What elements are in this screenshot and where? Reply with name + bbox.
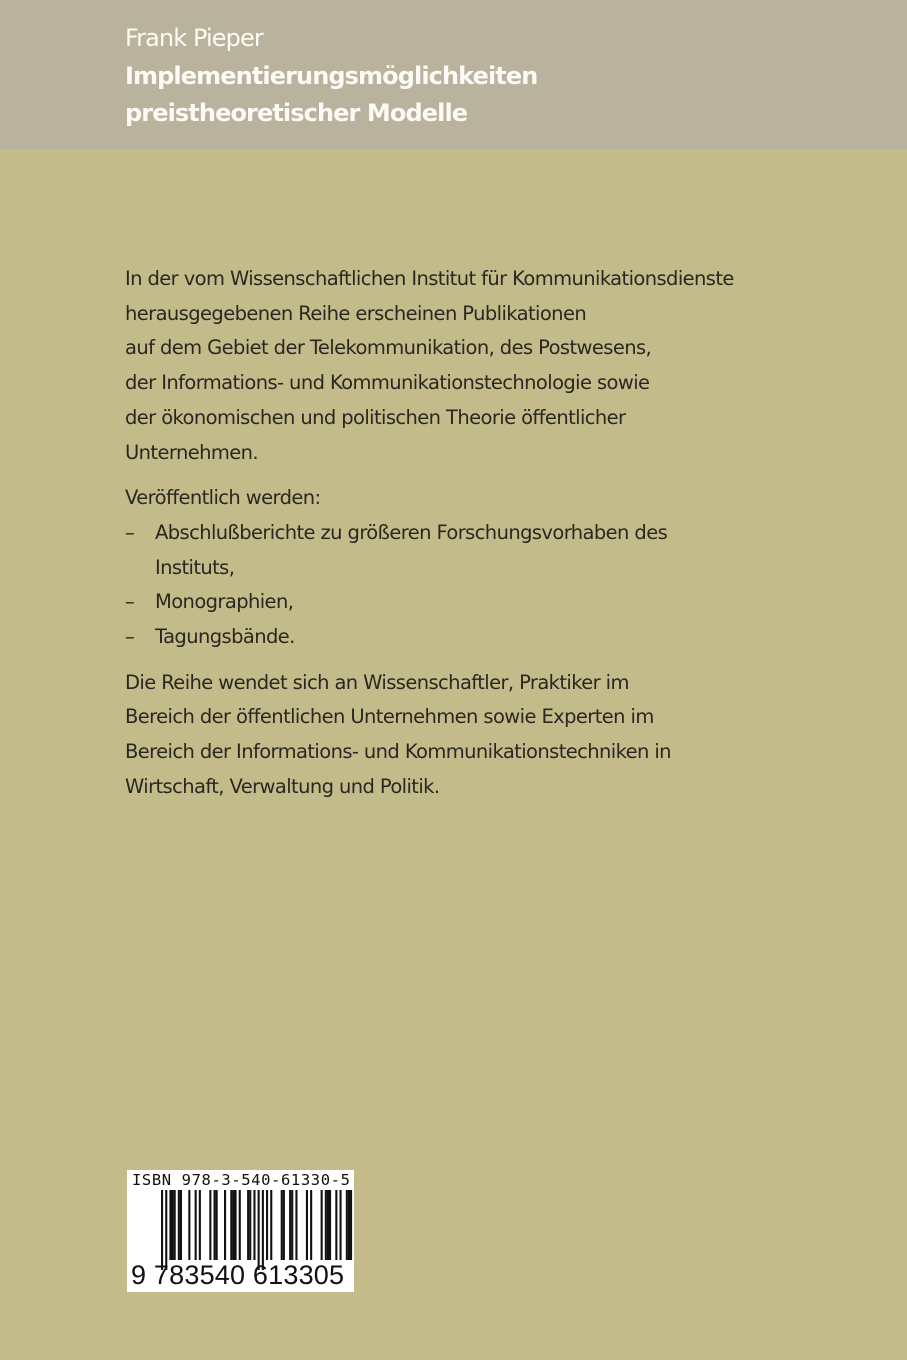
book-title-line-2: preistheoretischer Modelle [125,99,468,127]
text-line: Die Reihe wendet sich an Wissenschaftler, Praktiker im [125,670,629,694]
text-line: Instituts, [155,555,235,579]
text-line: der ökonomischen und politischen Theorie öffentlicher [125,405,626,429]
list-item [125,620,734,655]
barcode-bar [216,1190,218,1260]
barcode-bar [188,1190,190,1260]
text-line: Bereich der öffentlichen Unternehmen sowie Experten im [125,705,654,729]
barcode-bar [310,1190,312,1260]
barcode-bar [270,1190,272,1260]
barcode-bar [172,1190,174,1260]
barcode-bar [281,1190,283,1260]
publication-list [125,481,734,655]
text-line: Wirtschaft, Verwaltung und Politik. [125,774,440,798]
barcode-bar [283,1190,285,1260]
barcode-bar [178,1190,180,1260]
barcode-bar [262,1190,264,1270]
barcode-bar [169,1190,171,1260]
barcode-bar [214,1190,216,1260]
ean-digits: 9 783540 613305 [131,1260,345,1290]
barcode-bar [291,1190,293,1260]
cover-header [0,0,907,149]
text-line: der Informations- und Kommunikationstechnologie sowie [125,371,650,395]
barcode-bar [247,1190,249,1260]
barcode-bar [199,1190,201,1260]
text-line: Bereich der Informations- und Kommunikationstechniken in [125,740,671,764]
text-line: herausgegebenen Reihe erscheinen Publikationen [125,301,587,325]
barcode-bar [295,1190,297,1260]
list-item [125,516,734,585]
barcode-bar [232,1190,234,1260]
barcode-bar [306,1190,308,1260]
dash-bullet: – [125,625,135,649]
dash-bullet: – [125,590,135,614]
dash-bullet: – [125,520,135,544]
barcode-bar [329,1190,331,1260]
barcode-bar [161,1190,163,1270]
barcode-bar [253,1190,255,1260]
isbn-label: ISBN 978-3-540-61330-5 [132,1171,351,1189]
isbn-barcode [127,1170,354,1292]
author-name: Frank Pieper [125,24,263,52]
barcode-bar [327,1190,329,1260]
barcode-bar [174,1190,176,1260]
barcode-bar [266,1190,268,1260]
barcode-bar [239,1190,241,1260]
barcode-bar [321,1190,323,1260]
barcode-bar [325,1190,327,1260]
text-line: In der vom Wissenschaftlichen Institut für Kommunikationsdienste [125,267,734,290]
list-item [125,585,734,620]
intro-paragraph [125,262,734,470]
list-heading: Veröffentlich werden: [125,486,321,510]
barcode-bar [249,1190,251,1260]
text-line: Abschlußberichte zu größeren Forschungsvorhaben des [155,520,668,544]
barcode-bar [340,1190,342,1260]
barcode-bar [350,1190,352,1260]
barcode-bar [346,1190,348,1260]
book-title-line-1: Implementierungsmöglichkeiten [125,62,538,90]
series-description [125,262,734,816]
closing-paragraph [125,666,734,805]
barcode-bar [180,1190,182,1260]
barcode-bar [195,1190,197,1260]
text-line: Tagungsbände. [155,625,295,649]
barcode-bar [230,1190,232,1260]
barcode-bar [335,1190,337,1260]
text-line: Unternehmen. [125,440,259,464]
barcode-bar [235,1190,237,1260]
text-line: Monographien, [155,590,294,614]
barcode-bar [165,1190,167,1270]
barcode-bar [289,1190,291,1260]
barcode-bar [348,1190,350,1260]
text-line: auf dem Gebiet der Telekommunikation, des Postwesens, [125,336,652,360]
barcode-bar [224,1190,226,1260]
barcode-bar [258,1190,260,1270]
barcode-bar [209,1190,211,1260]
